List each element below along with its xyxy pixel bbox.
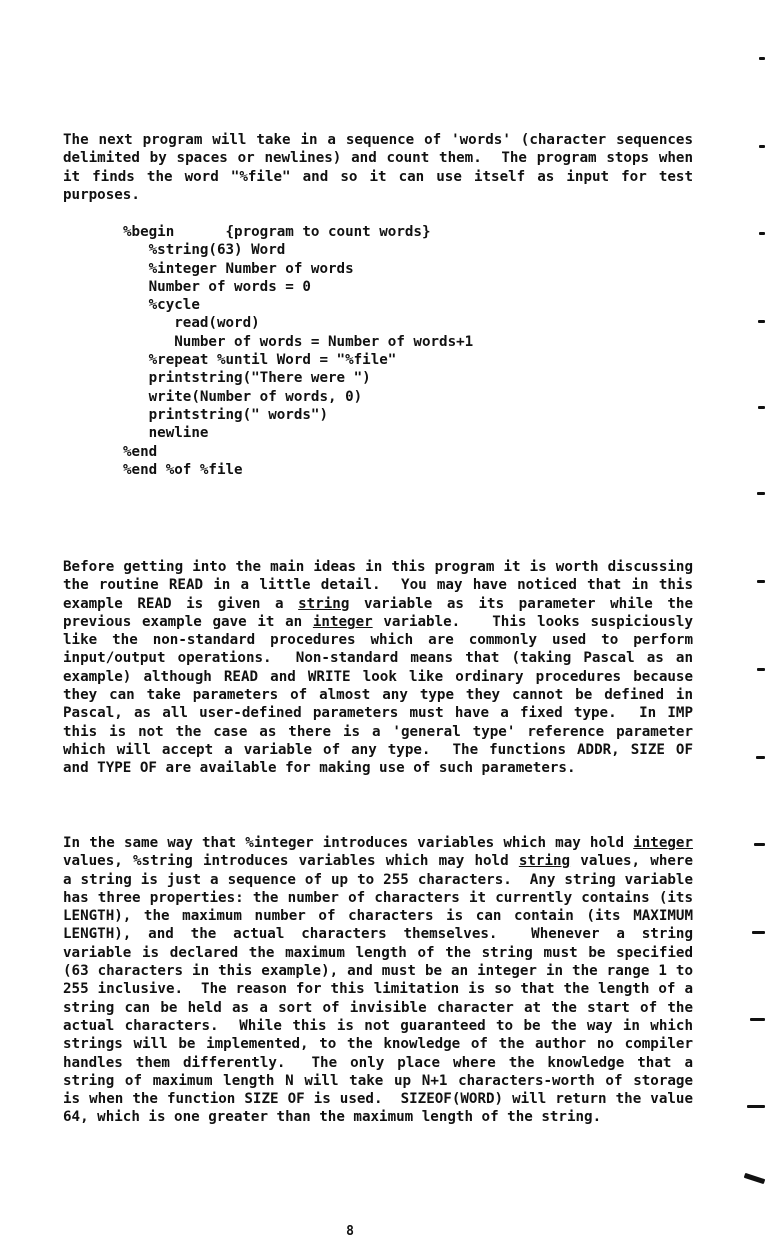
underlined-word: integer — [312, 613, 373, 630]
underlined-word: string — [298, 595, 350, 612]
underlined-word: string — [518, 853, 571, 870]
code-line: Number of words = Number of words+1 — [123, 333, 474, 350]
scan-edge-mark — [756, 756, 765, 759]
code-line: printstring(" words") — [123, 406, 328, 423]
scan-edge-mark — [759, 145, 765, 148]
scan-edge-mark — [744, 1173, 765, 1184]
code-line: write(Number of words, 0) — [123, 388, 363, 405]
scan-edge-mark — [757, 580, 765, 583]
code-line: %begin {program to count words} — [123, 224, 431, 240]
scan-edge-mark — [757, 492, 765, 495]
code-line: %end %of %file — [123, 461, 243, 478]
code-listing — [123, 223, 473, 479]
page-number: 8 — [346, 1224, 354, 1239]
scan-edge-mark — [752, 931, 765, 934]
code-line: %string(63) Word — [123, 242, 286, 259]
code-line: %repeat %until Word = "%file" — [123, 352, 397, 369]
scan-edge-mark — [758, 406, 765, 409]
code-line: %cycle — [123, 297, 200, 314]
code-line: read(word) — [123, 315, 260, 332]
string-type-paragraph — [63, 834, 702, 1127]
code-line: newline — [123, 425, 209, 442]
scan-edge-mark — [754, 843, 765, 846]
read-routine-paragraph — [63, 558, 702, 778]
text-run: variable. This looks suspiciously like the non-standard procedures which are commonly used to perform input/output operations. Non-standard means that (taking Pascal as an example) although READ and WRITE look like ordinary procedures because they can take parameters of almost any type they cannot be defined in Pascal, as all user-defined parameters must have a fixed type. In IMP this is not the case as there is a 'general type' reference parameter which will accept a variable of any type. The functions ADDR, SIZE OF and TYPE OF are available for making use of such parameters. — [63, 613, 702, 777]
code-line: %integer Number of words — [123, 260, 354, 277]
code-line: Number of words = 0 — [123, 278, 311, 295]
scan-edge-mark — [759, 232, 765, 235]
code-line: %end — [123, 443, 158, 460]
text-run: variable as its parameter while the previous example gave it an — [63, 595, 702, 630]
text-run: values, %string introduces variables which may hold — [63, 835, 702, 870]
code-line: printstring("There were ") — [123, 370, 371, 387]
intro-paragraph: The next program will take in a sequence of 'words' (character sequences delimited by spaces or newlines) and count them. The program stops when it finds the word "%file" and so it can use itself as input for test purposes. — [63, 132, 702, 203]
scan-edge-mark — [757, 668, 765, 671]
underlined-word: integer — [633, 835, 693, 851]
scan-edge-mark — [758, 320, 765, 323]
text-run: In the same way that %integer introduces variables which may hold — [63, 835, 634, 851]
scan-edge-mark — [759, 57, 765, 60]
scan-edge-mark — [747, 1105, 765, 1108]
text-run: Before getting into the main ideas in this program it is worth discussing the routine READ in a little detail. You may have noticed that in this example READ is given a — [63, 559, 702, 612]
text-run: values, where a string is just a sequence of up to 255 characters. Any string variable has three properties: the number of characters it currently contains (its LENGTH), the maximum number of characters is can contain (its MAXIMUM LENGTH), and the actual characters themselves. Whenever a string variable is declared the maximum length of the string must be specified (63 characters in this example), and must be an integer in the range 1 to 255 inclusive. The reason for this limitation is so that the length of a string can be held as a sort of invisible character at the start of the actual characters. While this is not guaranteed to be the way in which strings will be implemented, to the knowledge of the author no compiler handles them differently. The only place where the knowledge that a string of maximum length N will take up N+1 characters-worth of storage is when the function SIZE OF is used. SIZEOF(WORD) will return the value 64, which is one greater than the maximum length of the string. — [63, 853, 702, 1126]
scan-edge-mark — [750, 1018, 765, 1021]
